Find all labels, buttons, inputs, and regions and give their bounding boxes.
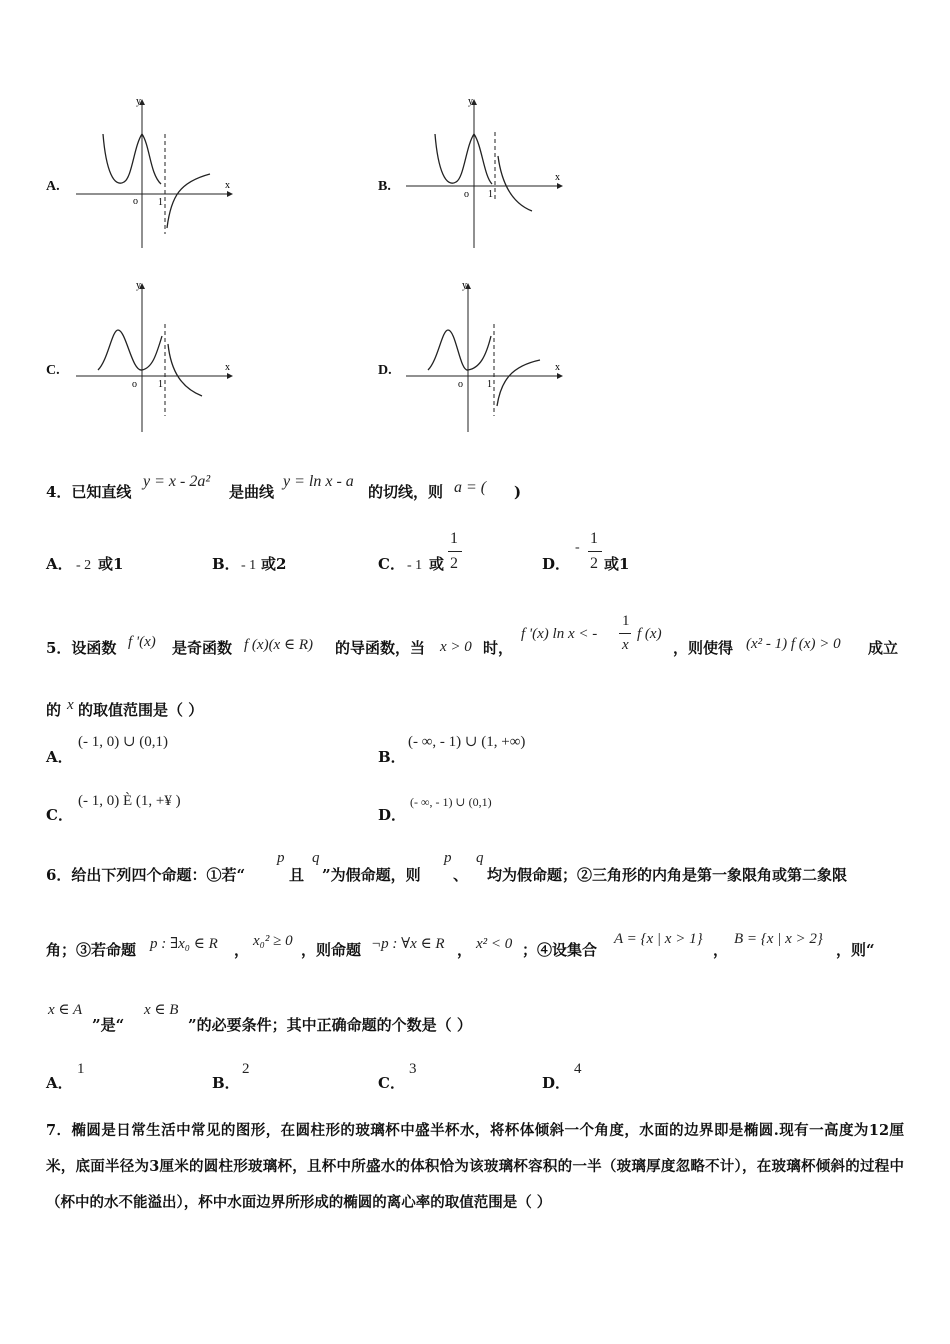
q6-option-a-math: 1	[77, 1061, 85, 1077]
tick-1-label: 1	[158, 197, 163, 208]
q5-expr1: f '(x)	[128, 634, 156, 650]
q4-option-d-text: 或1	[604, 555, 630, 573]
q5-expr4b: f (x)	[637, 626, 662, 642]
q4-close: )	[514, 483, 522, 501]
q5-t3: 时，	[483, 639, 514, 657]
q5-line2a: 的	[46, 701, 62, 719]
q6-e8: x ∈ B	[144, 1002, 179, 1018]
x-axis-label: x	[555, 172, 560, 183]
q5-option-c-math: (- 1, 0) È (1, +¥ )	[78, 793, 181, 809]
x-axis-label: x	[225, 362, 230, 373]
q6-option-c-math: 3	[409, 1061, 417, 1077]
q6-e6: B = {x | x > 2}	[734, 931, 823, 947]
q4-expr1: y = x - 2a²	[143, 473, 211, 490]
q4-option-a-text: 或1	[98, 555, 124, 573]
q4-option-a-letter[interactable]: A．	[46, 555, 73, 573]
q6-option-b-letter[interactable]: B．	[212, 1074, 240, 1092]
q5-option-c-letter[interactable]: C．	[46, 806, 73, 824]
q6-comma3: ，	[713, 941, 729, 959]
q6-option-c-letter[interactable]: C．	[378, 1074, 405, 1092]
origin-label: o	[133, 196, 138, 207]
q6-q2: q	[476, 850, 484, 866]
q5-option-a-letter[interactable]: A．	[46, 748, 73, 766]
q6-l2a: 角；③若命题	[46, 941, 137, 959]
q6-comma2: ，	[457, 941, 473, 959]
q4-option-d-frac-num: 1	[590, 530, 598, 547]
option-a-label: A.	[46, 179, 60, 194]
q4-option-c-letter[interactable]: C．	[378, 555, 405, 573]
option-d-label: D.	[378, 363, 392, 378]
x-axis-label: x	[225, 180, 230, 191]
y-axis-label: y	[136, 280, 141, 291]
q5-option-b-letter[interactable]: B．	[378, 748, 406, 766]
q4-option-b-math: - 1	[241, 558, 257, 573]
q4-option-d-frac-bar	[588, 551, 602, 552]
option-b-label: B.	[378, 179, 391, 194]
q6-p: p	[277, 850, 285, 866]
q5-t2: 的导函数，当	[335, 639, 426, 657]
origin-label: o	[464, 189, 469, 200]
q4-suffix: 的切线，则	[368, 483, 444, 501]
q4-option-b-text: 或2	[261, 555, 287, 573]
tick-1-label: 1	[487, 379, 492, 390]
q4-option-c-math: - 1	[407, 558, 423, 573]
tick-1-label: 1	[488, 189, 493, 200]
q5-option-d-math: (- ∞, - 1) ∪ (0,1)	[410, 795, 492, 809]
q5-expr3: x > 0	[440, 639, 472, 655]
q6-option-d-math: 4	[574, 1061, 582, 1077]
graph-a	[70, 96, 240, 256]
q6-option-b-math: 2	[242, 1061, 250, 1077]
q4-option-c-frac-bar	[448, 551, 462, 552]
q6-l3b: ”的必要条件；其中正确命题的个数是（ ）	[188, 1016, 472, 1034]
q6-option-d-letter[interactable]: D．	[542, 1074, 571, 1092]
q6-option-a-letter[interactable]: A．	[46, 1074, 73, 1092]
origin-label: o	[132, 379, 137, 390]
q5-frac-bar	[619, 633, 631, 634]
x-axis-label: x	[555, 362, 560, 373]
q5-prefix: 5．设函数	[46, 639, 117, 657]
q5-t1: 是奇函数	[172, 639, 233, 657]
q5-line2-var: x	[67, 697, 74, 713]
q4-option-a-math: - 2	[76, 558, 92, 573]
graph-c	[70, 280, 240, 440]
q5-line2b: 的取值范围是（ ）	[78, 701, 204, 719]
option-c-label: C.	[46, 363, 60, 378]
q4-option-c-frac-num: 1	[450, 530, 458, 547]
q6-l1a: 6．给出下列四个命题：①若“	[46, 866, 246, 884]
q5-option-d-letter[interactable]: D．	[378, 806, 407, 824]
y-axis-label: y	[462, 280, 467, 291]
q6-l1b: ”为假命题，则	[322, 866, 421, 884]
q6-comma1: ，	[234, 941, 250, 959]
q6-e4: x² < 0	[476, 936, 513, 952]
q4-expr2: y = ln x - a	[283, 473, 354, 490]
q7-text: 7．椭圆是日常生活中常见的图形，在圆柱形的玻璃杯中盛半杯水，将杯体倾斜一个角度，水面的边界即是椭圆.现有一高度为12厘米，底面半径为3厘米的圆柱形玻璃杯，且杯中所盛水的体积恰为该玻璃杯容积的一半（玻璃厚度忽略不计），在玻璃杯倾斜的过程中（杯中的水不能溢出），杯中水面边界所形成的椭圆的离心率的取值范围是（ ）	[46, 1122, 904, 1211]
q6-p2: p	[444, 850, 452, 866]
q6-e1: p : ∃x₀ ∈ R	[150, 936, 218, 952]
q4-option-d-math: -	[575, 540, 580, 555]
q4-option-c-text: 或	[429, 555, 445, 573]
q6-e7: x ∈ A	[48, 1002, 83, 1018]
q5-expr5: (x² - 1) f (x) > 0	[746, 636, 841, 652]
q6-l3a: ”是“	[92, 1016, 125, 1034]
graph-d	[400, 280, 570, 440]
y-axis-label: y	[136, 96, 141, 107]
q6-l2b: ，则命题	[301, 941, 362, 959]
q5-frac-num: 1	[622, 613, 630, 629]
q4-option-d-letter[interactable]: D．	[542, 555, 571, 573]
graph-b	[400, 96, 570, 256]
q5-frac-den: x	[622, 637, 629, 653]
q5-expr4a: f '(x) ln x < -	[521, 626, 598, 642]
q4-prefix: 4．已知直线	[46, 483, 132, 501]
q5-option-b-math: (- ∞, - 1) ∪ (1, +∞)	[408, 734, 526, 750]
q5-option-a-math: (- 1, 0) ∪ (0,1)	[78, 734, 169, 750]
q5-t4: ，则使得	[673, 639, 734, 657]
q6-q: q	[312, 850, 320, 866]
tick-1-label: 1	[158, 379, 163, 390]
q4-option-d-frac-den: 2	[590, 555, 598, 572]
q4-expr3: a = (	[454, 479, 487, 496]
q4-option-c-frac-den: 2	[450, 555, 458, 572]
q6-e2: x₀² ≥ 0	[253, 933, 293, 949]
q6-sep: 、	[453, 866, 469, 884]
q4-option-b-letter[interactable]: B．	[212, 555, 240, 573]
q6-l2c: ；④设集合	[522, 941, 598, 959]
q6-l2d: ，则“	[836, 941, 875, 959]
q6-and: 且	[289, 866, 305, 884]
origin-label: o	[458, 379, 463, 390]
q6-e3: ¬p : ∀x ∈ R	[371, 936, 445, 952]
q5-t5: 成立	[868, 639, 899, 657]
q6-e5: A = {x | x > 1}	[614, 931, 703, 947]
q6-l1c: 均为假命题；②三角形的内角是第一象限角或第二象限	[487, 866, 848, 884]
q5-expr2: f (x)(x ∈ R)	[244, 637, 313, 653]
y-axis-label: y	[468, 96, 473, 107]
q4-middle: 是曲线	[229, 483, 275, 501]
